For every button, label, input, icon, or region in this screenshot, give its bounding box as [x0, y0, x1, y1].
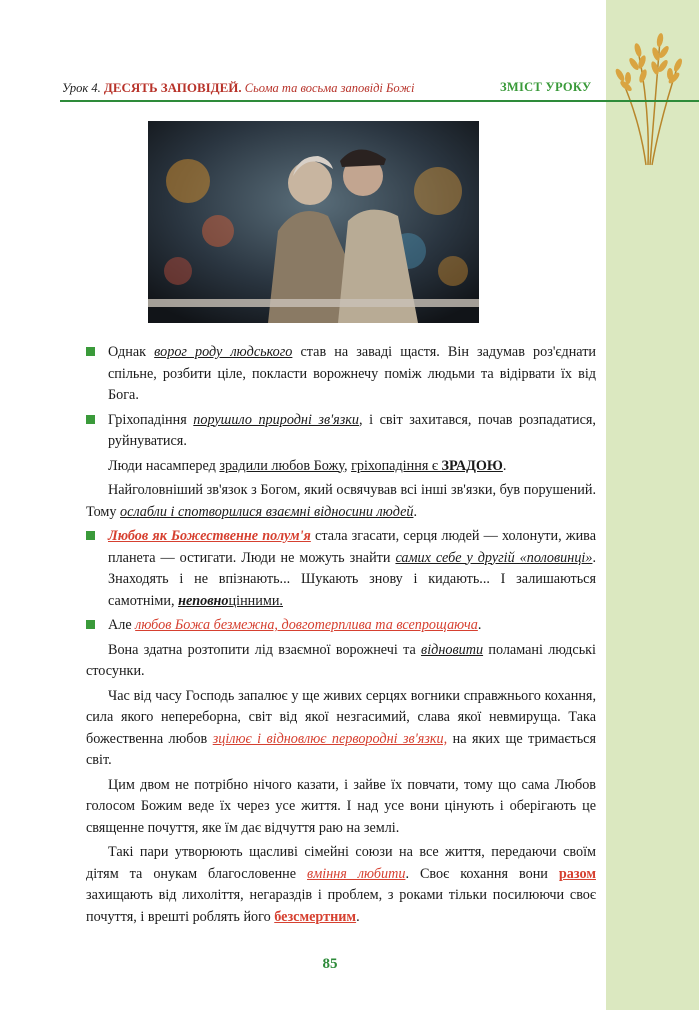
- lesson-number: Урок 4.: [62, 81, 101, 95]
- paragraph-10: Такі пари утворюють щасливі сімейні союзи на все життя, передаючи своїм дітям та онукам благословенне вміння любити. Своє кохання вони разом захищають від лихоліття, негараздів і проблем, з роками тільки посилюючи своє почуття, і врешті роблять його безсмертним.: [86, 844, 596, 925]
- paragraph-1: Однак ворог роду людського став на заваді щастя. Він задумав роз'єднати спільне, розбити ціле, покласти ворожнечу поміж людьми та відірвати їх від Бога.: [86, 342, 596, 407]
- paragraph-3: Люди насамперед зрадили любов Божу, гріхопадіння є ЗРАДОЮ.: [108, 457, 507, 474]
- photo-elderly-couple: [148, 121, 479, 323]
- toc-link[interactable]: ЗМІСТ УРОКУ: [500, 80, 592, 94]
- wheat-icon: [590, 20, 690, 170]
- paragraph-7: Вона здатна розтопити лід взаємної ворожнечі та відновити поламані людські стосунки.: [86, 641, 596, 679]
- paragraph-4: Найголовніший зв'язок з Богом, який освячував всі інші зв'язки, був порушений. Тому ослабли і спотворилися взаємні відносини людей.: [86, 482, 596, 520]
- page-number: 85: [322, 956, 338, 972]
- paragraph-6: Але любов Божа безмежна, довготерплива та всепрощаюча.: [86, 615, 596, 637]
- paragraph-2: Гріхопадіння порушило природні зв'язки, і світ захитався, почав розпадатися, руйнуватися.: [86, 410, 596, 453]
- lesson-subtitle: Сьома та восьма заповіді Божі: [244, 81, 415, 95]
- lesson-title: ДЕСЯТЬ ЗАПОВІДЕЙ.: [103, 80, 242, 95]
- lesson-header: [62, 80, 482, 96]
- header-rule: [60, 100, 699, 102]
- paragraph-9: Цим двом не потрібно нічого казати, і зайве їх повчати, тому що сама Любов голосом Божим веде їх через усе життя. І над усе вони цінують і оберігають це священне почуття, яке їм дає відчуття раю на землі.: [86, 776, 596, 836]
- paragraph-8: Час від часу Господь запалює у ще живих серцях вогники справжнього кохання, сила якого непереборна, світ від якої незгасимий, слава якої невмируща. Така божественна любов зцілює і відновлює первородні зв'язки, на яких ще тримається світ.: [86, 687, 596, 768]
- paragraph-5: Любов як Божественне полум'я стала згасати, серця людей — холонути, жива планета — остигати. Люди не можуть знайти самих себе у другій «половинці». Знаходять і не впізнають... Шукають знову і кидають... І залишаються самотніми, неповноцінними.: [86, 526, 596, 612]
- main-text: [86, 342, 596, 931]
